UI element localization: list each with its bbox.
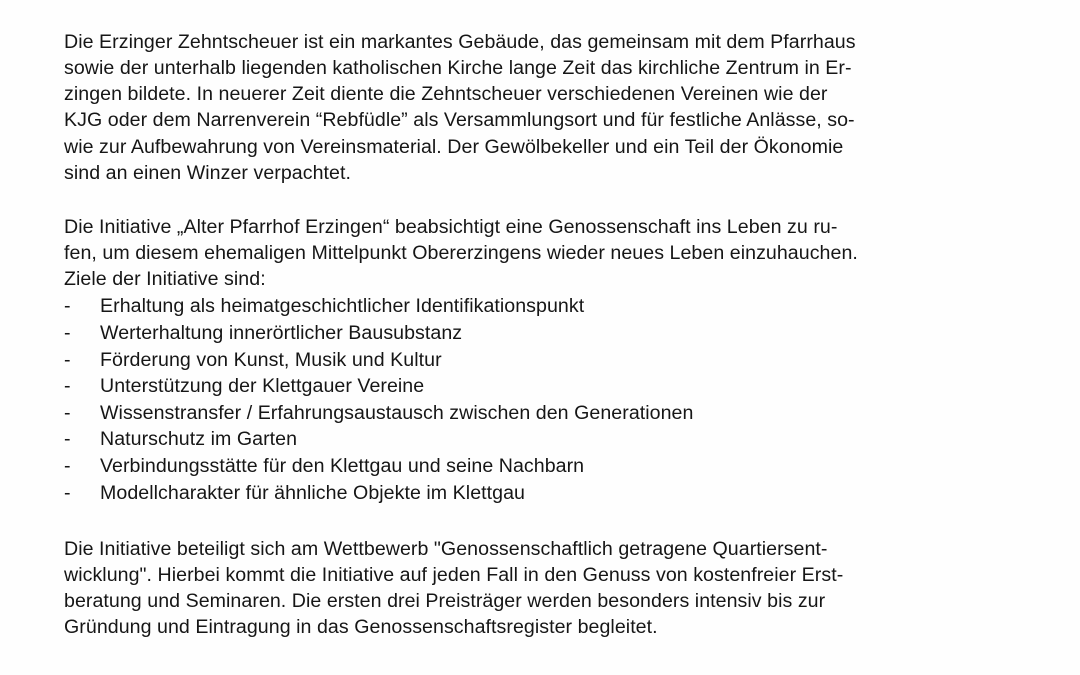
text-line: wicklung". Hierbei kommt die Initiative auf jeden Fall in den Genuss von kostenfreier Erst- xyxy=(64,564,844,586)
list-item-text: Werterhaltung innerörtlicher Bausubstanz xyxy=(100,322,463,344)
text-line: Ziele der Initiative sind: xyxy=(64,268,266,290)
text-line: Die Initiative „Alter Pfarrhof Erzingen“ beabsichtigt eine Genossenschaft ins Leben zu ru- xyxy=(64,216,838,238)
text-line: Die Initiative beteiligt sich am Wettbewerb "Genossenschaftlich getragene Quartiersent- xyxy=(64,538,828,560)
list-item-text: Unterstützung der Klettgauer Vereine xyxy=(100,375,425,397)
list-item-text: Wissenstransfer / Erfahrungsaustausch zwischen den Generationen xyxy=(100,402,694,424)
text-line: zingen bildete. In neuerer Zeit diente die Zehntscheuer verschiedenen Vereinen wie der xyxy=(64,83,828,105)
bullet-marker: - xyxy=(64,428,71,450)
bullet-marker: - xyxy=(64,295,71,317)
bullet-marker: - xyxy=(64,402,71,424)
list-item-text: Modellcharakter für ähnliche Objekte im Klettgau xyxy=(100,482,525,504)
bullet-marker: - xyxy=(64,322,71,344)
list-item-text: Naturschutz im Garten xyxy=(100,428,298,450)
text-line: fen, um diesem ehemaligen Mittelpunkt Obererzingens wieder neues Leben einzuhauchen. xyxy=(64,242,858,264)
list-item-text: Erhaltung als heimatgeschichtlicher Identifikationspunkt xyxy=(100,295,585,317)
text-line: KJG oder dem Narrenverein “Rebfüdle” als Versammlungsort und für festliche Anlässe, so- xyxy=(64,109,855,131)
bullet-marker: - xyxy=(64,349,71,371)
bullet-marker: - xyxy=(64,455,71,477)
text-line: sind an einen Winzer verpachtet. xyxy=(64,162,351,184)
list-item-text: Förderung von Kunst, Musik und Kultur xyxy=(100,349,442,371)
text-line: Die Erzinger Zehntscheuer ist ein markantes Gebäude, das gemeinsam mit dem Pfarrhaus xyxy=(64,31,856,53)
text-line: wie zur Aufbewahrung von Vereinsmaterial. Der Gewölbekeller und ein Teil der Ökonomie xyxy=(64,136,844,158)
bullet-marker: - xyxy=(64,375,71,397)
bullet-marker: - xyxy=(64,482,71,504)
text-line: sowie der unterhalb liegenden katholischen Kirche lange Zeit das kirchliche Zentrum in Er- xyxy=(64,57,852,79)
text-line: beratung und Seminaren. Die ersten drei Preisträger werden besonders intensiv bis zur xyxy=(64,590,826,612)
text-line: Gründung und Eintragung in das Genossenschaftsregister begleitet. xyxy=(64,616,658,638)
list-item-text: Verbindungsstätte für den Klettgau und seine Nachbarn xyxy=(100,455,585,477)
